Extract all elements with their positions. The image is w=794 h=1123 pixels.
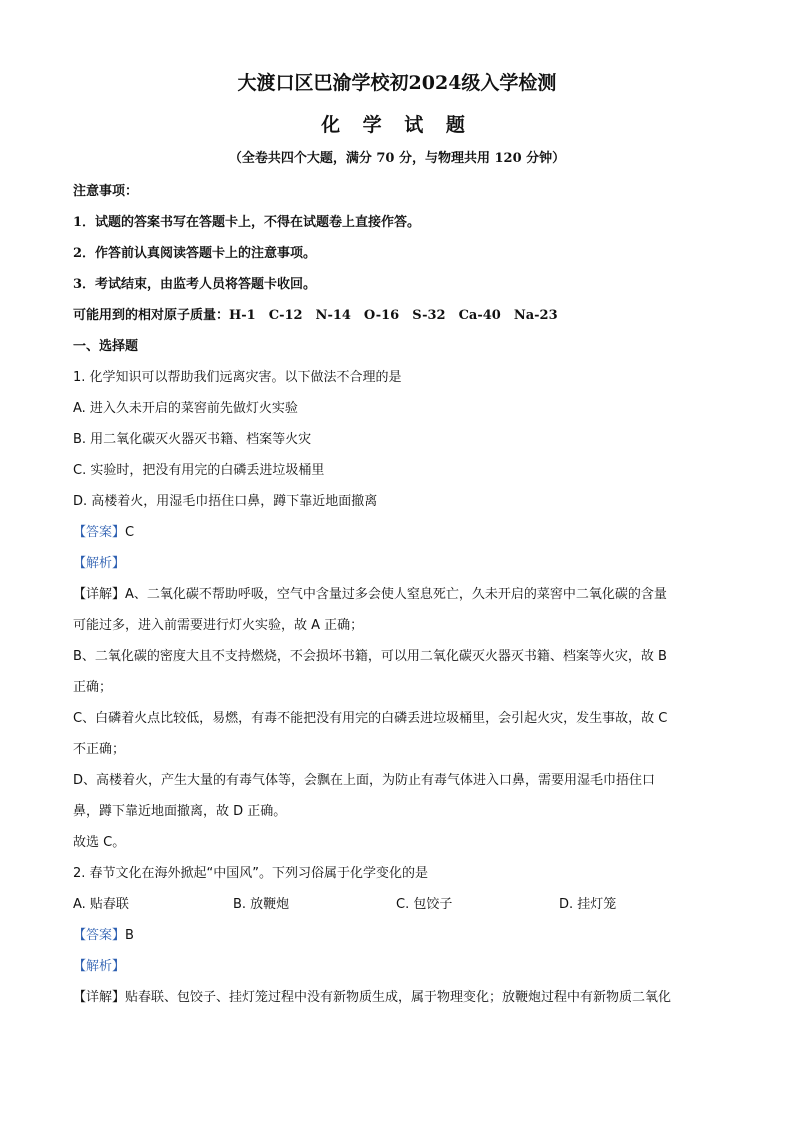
notice-item-3: 3．考试结束，由监考人员将答题卡收回。 [73,277,317,292]
q1-detail-line-7: D、高楼着火，产生大量的有毒气体等，会飘在上面，为防止有毒气体进入口鼻，需要用湿毛巾捂住口 [73,773,656,788]
q1-option-d: D. 高楼着火，用湿毛巾捂住口鼻，蹲下靠近地面撤离 [73,494,378,509]
detail-tag: 【详解】 [73,990,126,1005]
detail-tag: 【详解】 [73,587,126,602]
q2-options-row [73,896,723,914]
q2-option-d: D. 挂灯笼 [559,897,617,912]
q1-answer-value: C [125,525,135,540]
exam-title: 大渡口区巴渝学校初2024级入学检测 [237,72,557,94]
q1-detail-line-4: 正确； [73,680,113,695]
exam-note: （全卷共四个大题，满分 70 分，与物理共用 120 分钟） [228,151,566,166]
q1-option-b: B. 用二氧化碳灭火器灭书籍、档案等火灾 [73,432,312,447]
notice-item-1: 1．试题的答案书写在答题卡上，不得在试题卷上直接作答。 [73,215,421,230]
q1-answer [73,524,724,542]
q2-option-b: B. 放鞭炮 [233,897,290,912]
q1-detail-line-3: B、二氧化碳的密度大且不支持燃烧，不会损坏书籍，可以用二氧化碳灭火器灭书籍、档案等火灾，故 B [73,649,667,664]
q1-option-a: A. 进入久未开启的菜窖前先做灯火实验 [73,401,298,416]
answer-tag: 【答案】 [73,525,126,540]
notice-item-2: 2．作答前认真阅读答题卡上的注意事项。 [73,246,317,261]
analysis-tag: 【解析】 [73,959,126,974]
q2-option-a: A. 贴春联 [73,897,129,912]
notice-heading: 注意事项： [73,184,139,199]
q2-option-c: C. 包饺子 [396,897,453,912]
q1-detail-line-8: 鼻，蹲下靠近地面撤离，故 D 正确。 [73,804,287,819]
answer-tag: 【答案】 [73,928,126,943]
q1-detail-line-6: 不正确； [73,742,126,757]
q1-detail-text-1: A、二氧化碳不帮助呼吸，空气中含量过多会使人窒息死亡，久未开启的菜窖中二氧化碳的含量 [125,587,667,602]
q2-answer [73,927,724,945]
atomic-mass-line: 可能用到的相对原子质量：H-1 C-12 N-14 O-16 S-32 Ca-40 Na-23 [73,308,558,323]
section-heading: 一、选择题 [73,339,139,354]
analysis-tag: 【解析】 [73,556,126,571]
q2-analysis-tag [73,958,724,976]
q2-detail-text-1: 贴春联、包饺子、挂灯笼过程中没有新物质生成，属于物理变化；放鞭炮过程中有新物质二氧化 [125,990,672,1005]
q2-stem: 2. 春节文化在海外掀起“中国风”。下列习俗属于化学变化的是 [73,866,429,881]
q1-stem: 1. 化学知识可以帮助我们远离灾害。以下做法不合理的是 [73,370,402,385]
exam-subtitle: 化 学 试 题 [321,114,473,136]
q2-answer-value: B [125,928,134,943]
q2-detail-line-1 [73,989,724,1007]
q1-option-c: C. 实验时，把没有用完的白磷丢进垃圾桶里 [73,463,325,478]
q1-detail-line-2: 可能过多，进入前需要进行灯火实验，故 A 正确； [73,618,364,633]
q1-detail-line-5: C、白磷着火点比较低，易燃，有毒不能把没有用完的白磷丢进垃圾桶里，会引起火灾，发生事故，故 C [73,711,668,726]
q1-conclusion: 故选 C。 [73,835,126,850]
q1-analysis-tag [73,555,724,573]
q1-detail-line-1 [73,586,724,604]
